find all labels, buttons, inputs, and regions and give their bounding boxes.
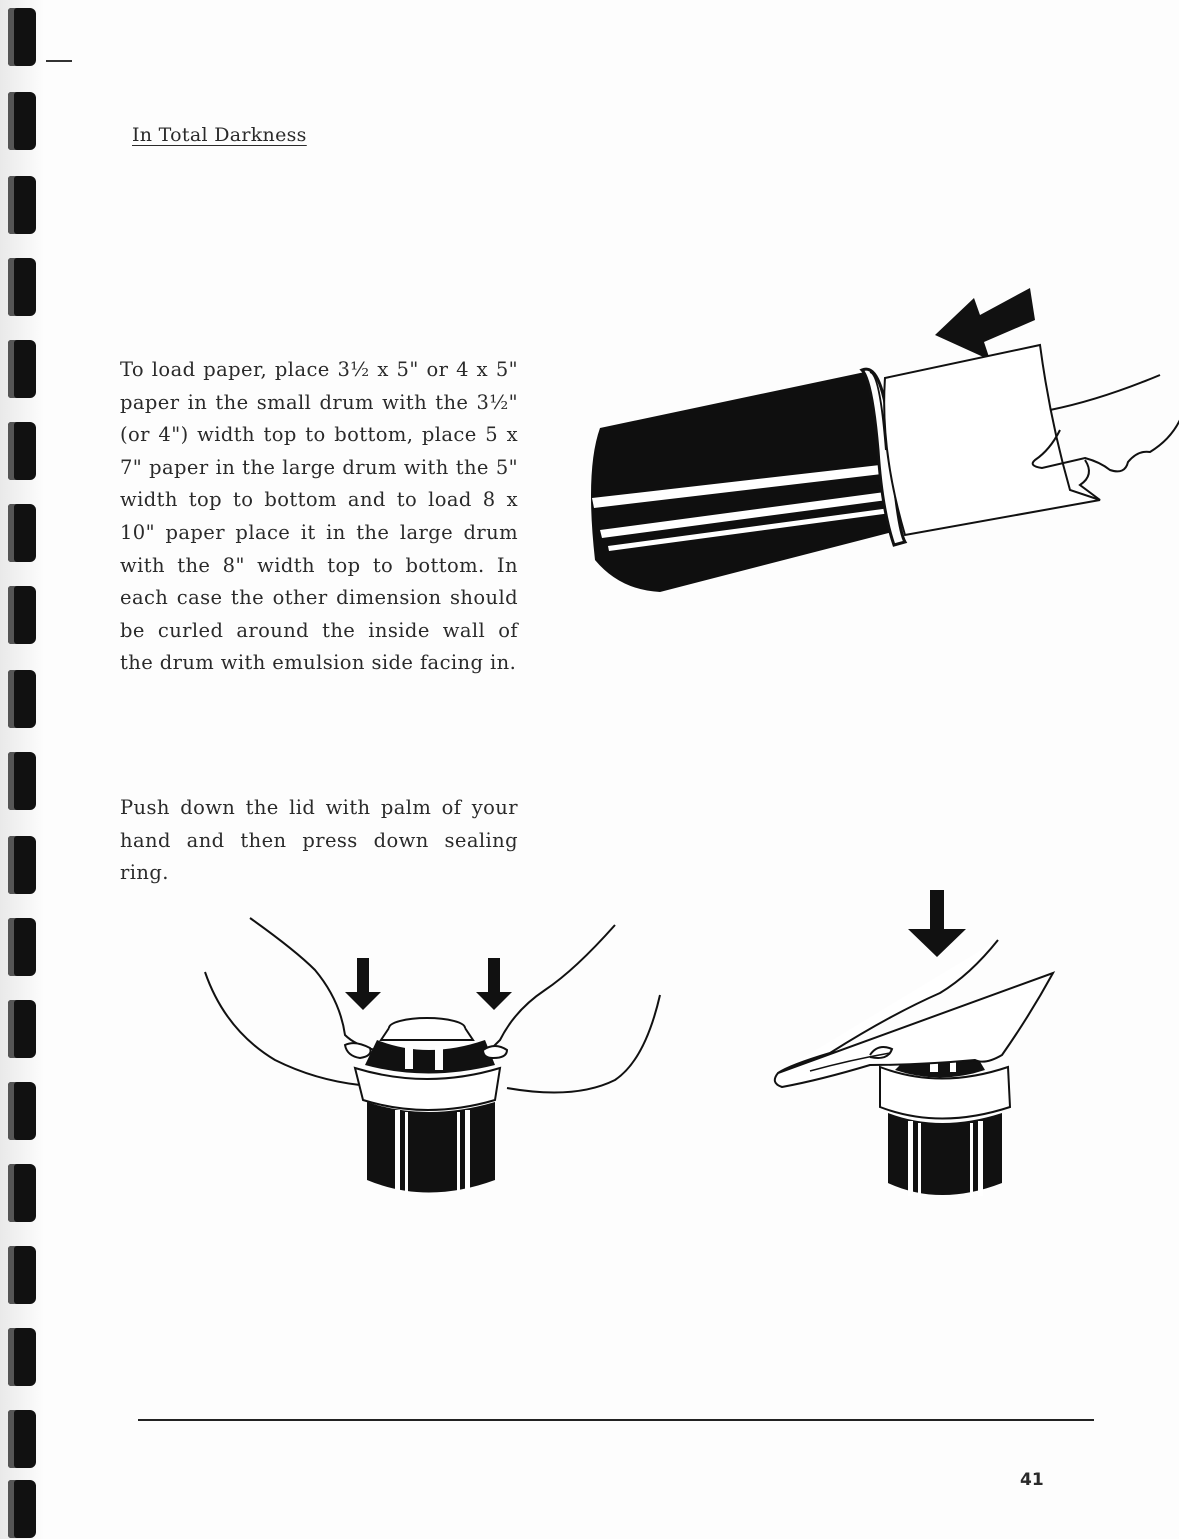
binding-ring [8,8,36,66]
binding-ring [8,504,36,562]
spiral-binding [0,0,44,1539]
footer-rule [138,1419,1094,1421]
section-heading: In Total Darkness [132,124,307,146]
binding-ring [8,1246,36,1304]
binding-ring [8,1164,36,1222]
sealing-instructions: Push down the lid with palm of your hand and then press down sealing ring. [120,796,518,885]
binding-ring [8,836,36,894]
binding-ring [8,422,36,480]
binding-ring [8,92,36,150]
binding-ring [8,1000,36,1058]
binding-ring [8,586,36,644]
loading-instructions: To load paper, place 3½ x 5" or 4 x 5" paper in the small drum with the 3½" (or 4") width top to bottom, place 5 x 7" paper in the large drum with the 5" width top to bottom and to load 8 x 10" paper place it in the large drum with the 8" width top to bottom. In each case the other dimension should be curled around the inside wall of the drum with emulsion side facing in. [120,358,518,675]
binding-ring [8,176,36,234]
binding-ring [8,1410,36,1468]
binding-ring [8,1082,36,1140]
binding-ring [8,1480,36,1538]
binding-ring [8,258,36,316]
binding-ring [8,1328,36,1386]
sealing-ring-illustration [195,910,675,1210]
margin-mark [46,60,72,62]
page-number: 41 [1020,1470,1044,1490]
binding-ring [8,752,36,810]
binding-ring [8,340,36,398]
binding-ring [8,670,36,728]
binding-ring [8,918,36,976]
drum-loading-illustration [580,280,1179,610]
palm-press-illustration [770,885,1070,1210]
